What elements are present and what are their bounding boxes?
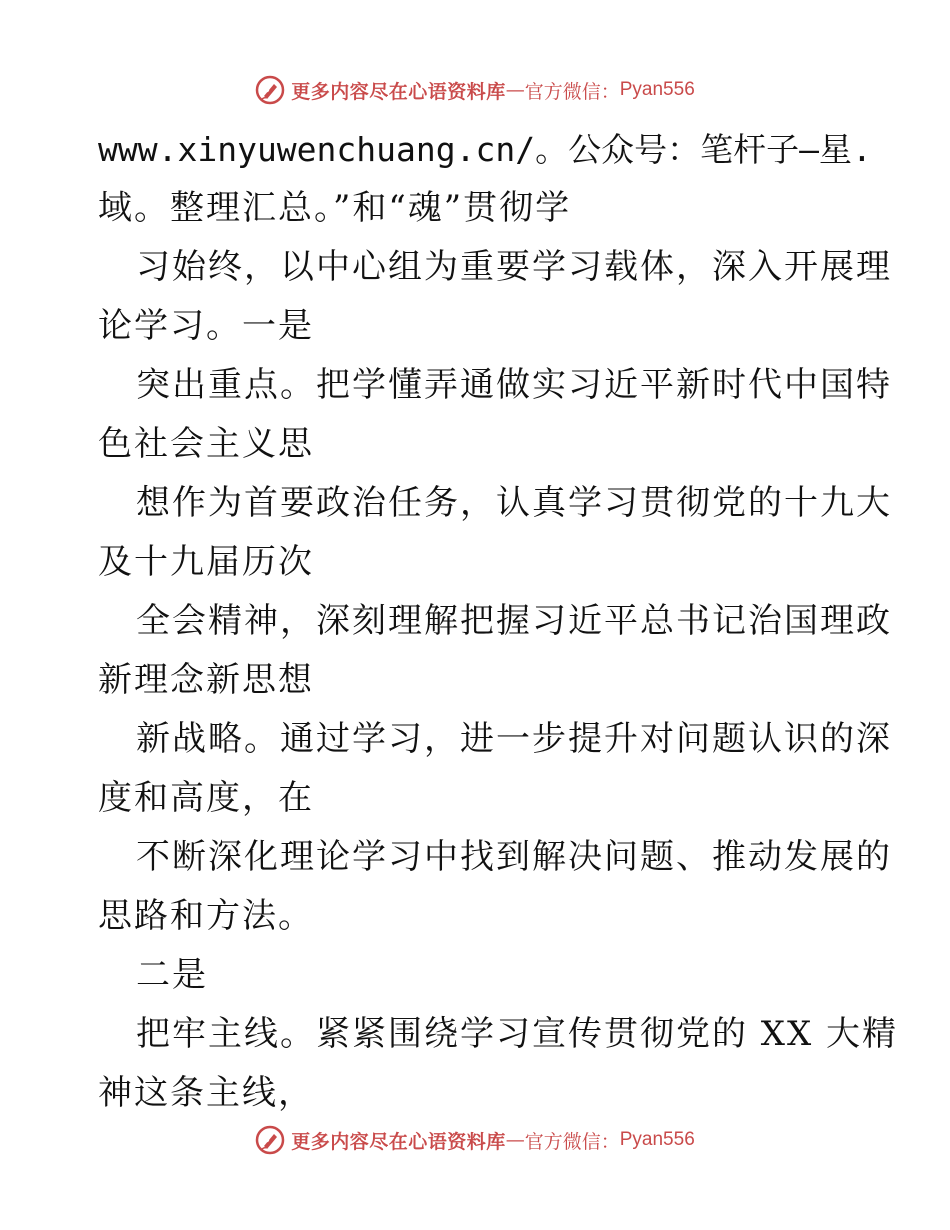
body-line: 想作为首要政治任务，认真学习贯彻党的十九大 bbox=[136, 483, 892, 523]
document-body bbox=[98, 120, 899, 1123]
footer-banner-wechat-id: Pyan556 bbox=[619, 1129, 695, 1150]
body-line: 色社会主义思 bbox=[98, 424, 314, 464]
body-line: 把牢主线。紧紧围绕学习宣传贯彻党的 XX 大精 bbox=[136, 1014, 899, 1054]
body-line: 全会精神，深刻理解把握习近平总书记治国理政 bbox=[136, 601, 892, 641]
body-line: 习始终，以中心组为重要学习载体，深入开展理 bbox=[136, 247, 892, 287]
header-banner-wechat-label: 官方微信： bbox=[524, 80, 620, 103]
body-line: 突出重点。把学懂弄通做实习近平新时代中国特 bbox=[136, 365, 892, 405]
header-banner-title: 更多内容尽在心语资料库 bbox=[291, 80, 506, 103]
footer-banner-title: 更多内容尽在心语资料库 bbox=[291, 1130, 506, 1153]
body-line: 新战略。通过学习，进一步提升对问题认识的深 bbox=[136, 719, 892, 759]
body-line: 及十九届历次 bbox=[98, 542, 314, 582]
body-line: 二是 bbox=[136, 955, 208, 995]
body-line: 域。整理汇总。”和“魂”贯彻学 bbox=[98, 188, 572, 228]
footer-banner-wechat-label: 官方微信： bbox=[524, 1130, 620, 1153]
header-banner bbox=[0, 70, 950, 110]
footer-banner bbox=[0, 1120, 950, 1160]
body-line: 度和高度，在 bbox=[98, 778, 314, 818]
pen-nib-logo-icon bbox=[255, 1125, 285, 1155]
header-banner-wechat-id: Pyan556 bbox=[619, 79, 695, 100]
pen-nib-logo-icon bbox=[255, 75, 285, 105]
body-line: 新理念新思想 bbox=[98, 660, 314, 700]
body-line: www.xinyuwenchuang.cn/。公众号：笔杆子—星. bbox=[98, 130, 872, 169]
body-line: 思路和方法。 bbox=[98, 896, 314, 936]
body-line: 论学习。一是 bbox=[98, 306, 314, 346]
header-banner-separator: — bbox=[505, 79, 525, 101]
footer-banner-separator: — bbox=[505, 1129, 525, 1151]
body-line: 不断深化理论学习中找到解决问题、推动发展的 bbox=[136, 837, 892, 877]
body-line: 神这条主线， bbox=[98, 1073, 314, 1113]
